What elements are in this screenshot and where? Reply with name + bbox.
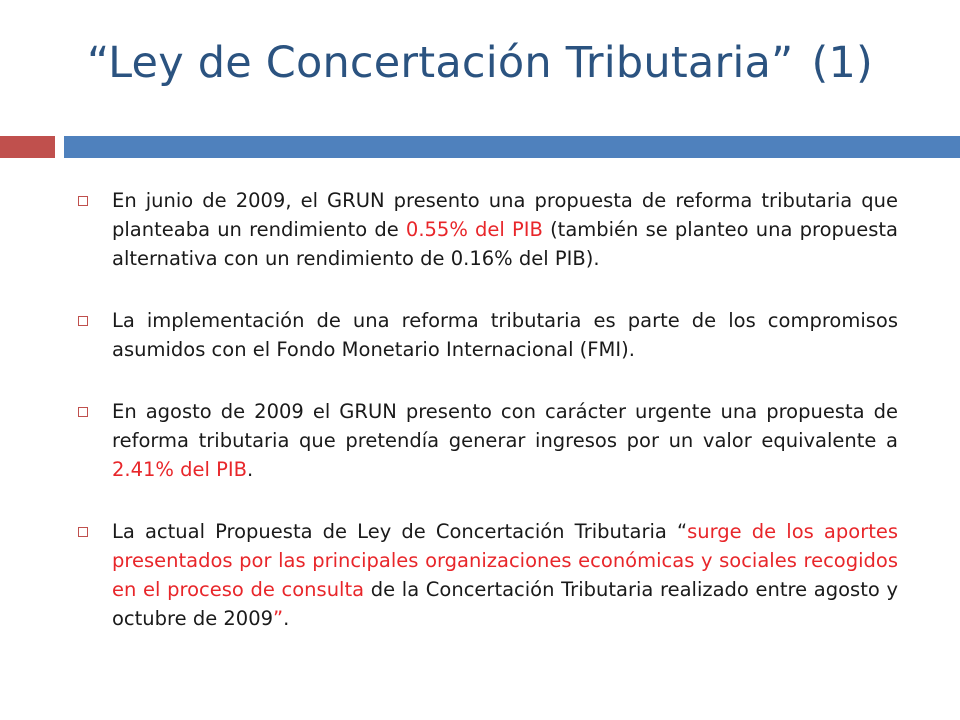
title-divider-bar [64,136,960,158]
title-accent-bar [0,136,55,158]
highlighted-text: ” [273,607,284,630]
bullet-text: . [283,607,290,630]
bullet-item [78,397,898,484]
slide-title-number: (1) [811,38,874,88]
hollow-square-bullet-icon [78,196,88,206]
bullet-text: (también se planteo una propuesta alternativa con un rendimiento de 0.16% del PIB). [112,218,898,270]
highlighted-text: 0.55% del PIB [405,218,543,241]
bullet-text: de la Concertación Tributaria realizado entre agosto y octubre de 2009 [112,578,898,630]
bullet-text: La implementación de una reforma tributaria es parte de los compromisos asumidos con el Fondo Monetario Internacional (FMI). [112,309,898,361]
hollow-square-bullet-icon [78,316,88,326]
bullet-list [78,186,898,633]
slide-title-text: “Ley de Concertación Tributaria” [86,38,794,88]
slide-title [0,38,960,88]
bullet-item [78,517,898,633]
bullet-item [78,306,898,364]
hollow-square-bullet-icon [78,407,88,417]
highlighted-text: 2.41% del PIB [112,458,248,481]
highlighted-text: surge de los aportes presentados por las principales organizaciones económicas y sociales recogidos en el proceso de consulta [112,520,899,601]
bullet-text: En junio de 2009, el GRUN presento una propuesta de reforma tributaria que planteaba un rendimiento de [112,189,898,241]
bullet-text: En agosto de 2009 el GRUN presento con carácter urgente una propuesta de reforma tributaria que pretendía generar ingresos por un valor equivalente a [112,400,898,452]
bullet-item [78,186,898,273]
bullet-text: . [247,458,254,481]
bullet-text: La actual Propuesta de Ley de Concertación Tributaria “ [112,520,688,543]
hollow-square-bullet-icon [78,527,88,537]
